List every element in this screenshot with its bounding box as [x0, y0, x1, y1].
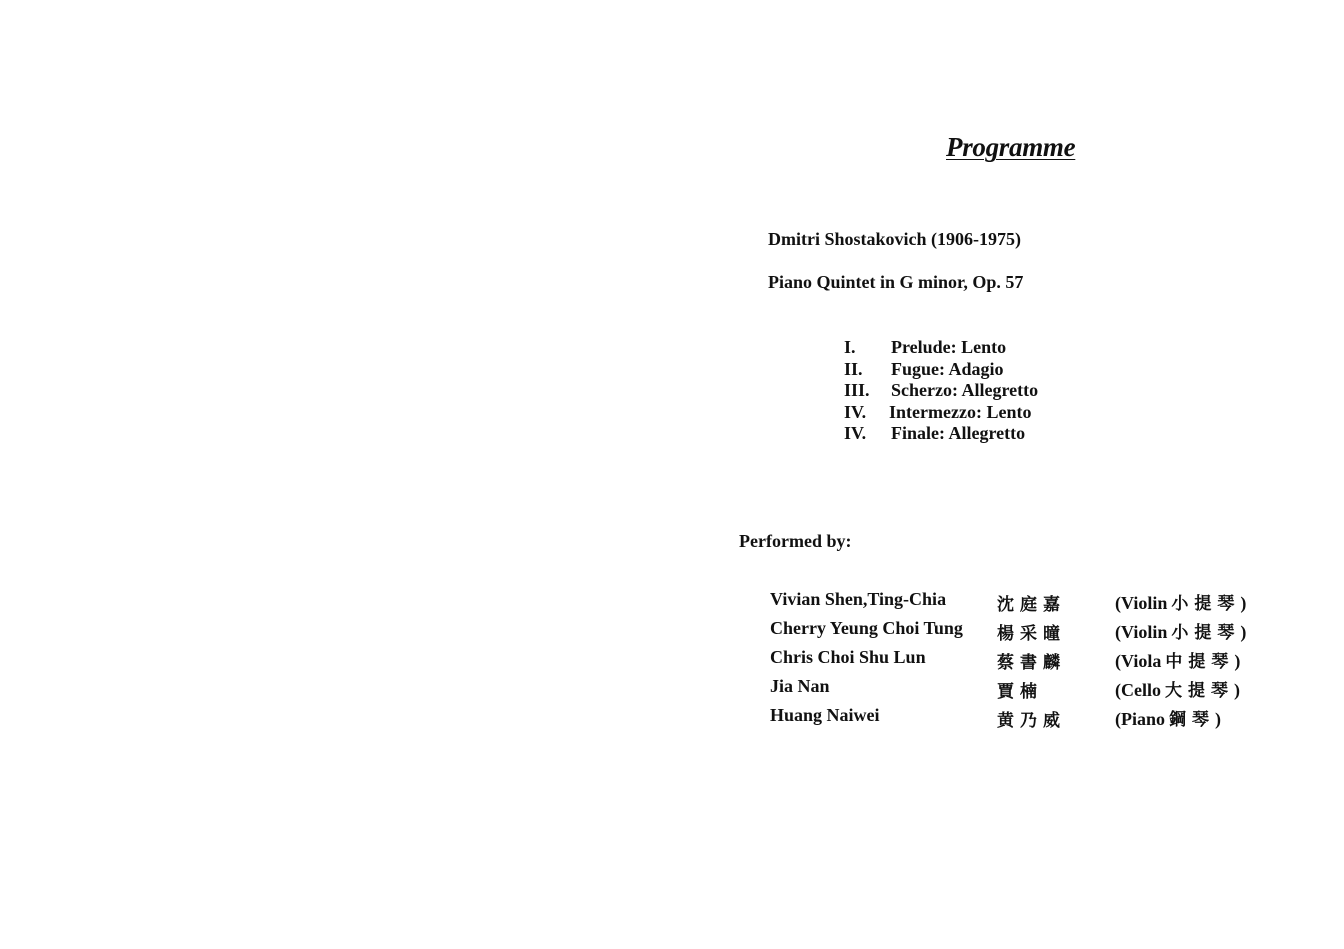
instrument-english: (Piano — [1115, 709, 1166, 729]
performer-chinese-name: 楊采曈 — [997, 624, 1066, 644]
movement-name: Prelude: Lento — [891, 337, 1007, 357]
instrument-close-paren: ) — [1215, 709, 1222, 729]
movement-number: IV. — [844, 423, 867, 443]
instrument-chinese: 小提琴 — [1171, 623, 1241, 643]
instrument-english: (Violin — [1115, 593, 1168, 613]
movement-number: I. — [844, 337, 856, 357]
movement-number: II. — [844, 358, 863, 379]
performer-row — [770, 647, 1260, 676]
instrument-close-paren: ) — [1234, 651, 1241, 671]
movement-name: Scherzo: Allegretto — [891, 380, 1039, 400]
instrument-close-paren: ) — [1240, 622, 1247, 642]
movement-name: Finale: Allegretto — [891, 423, 1026, 443]
performer-row — [770, 705, 1260, 734]
page-title: Programme — [946, 132, 1076, 162]
performer-instrument — [1115, 676, 1240, 701]
performer-instrument — [1115, 589, 1246, 614]
performer-row — [770, 589, 1260, 618]
instrument-english: (Cello — [1115, 680, 1161, 700]
instrument-chinese: 中提琴 — [1165, 652, 1235, 672]
composer-line: Dmitri Shostakovich (1906-1975) — [768, 229, 1021, 249]
performer-row — [770, 618, 1260, 647]
performer-instrument — [1115, 647, 1240, 672]
instrument-english: (Violin — [1115, 622, 1168, 642]
instrument-chinese: 大提琴 — [1164, 681, 1234, 701]
performer-chinese-name: 賈楠 — [997, 682, 1043, 702]
performer-list — [770, 589, 1260, 734]
instrument-close-paren: ) — [1233, 680, 1240, 700]
performer-name: Vivian Shen,Ting-Chia — [770, 589, 947, 609]
performer-name: Huang Naiwei — [770, 705, 880, 725]
performer-instrument — [1115, 618, 1246, 643]
performer-name: Chris Choi Shu Lun — [770, 647, 926, 667]
performer-chinese-name: 蔡書麟 — [997, 653, 1066, 673]
performed-by-heading: Performed by: — [739, 531, 852, 551]
movement-number: IV. — [844, 401, 867, 422]
performer-instrument — [1115, 705, 1221, 730]
instrument-english: (Viola — [1115, 651, 1162, 671]
movement-name: Fugue: Adagio — [891, 358, 1004, 379]
instrument-chinese: 鋼琴 — [1169, 710, 1216, 730]
instrument-chinese: 小提琴 — [1171, 594, 1241, 614]
movement-name: Intermezzo: Lento — [889, 401, 1032, 422]
performer-chinese-name: 沈庭嘉 — [997, 595, 1066, 615]
work-title: Piano Quintet in G minor, Op. 57 — [768, 272, 1024, 292]
performer-name: Cherry Yeung Choi Tung — [770, 618, 963, 638]
performer-chinese-name: 黄乃威 — [997, 711, 1066, 731]
movement-number: III. — [844, 380, 870, 400]
performer-row — [770, 676, 1260, 705]
performer-name: Jia Nan — [770, 676, 830, 696]
instrument-close-paren: ) — [1240, 593, 1247, 613]
